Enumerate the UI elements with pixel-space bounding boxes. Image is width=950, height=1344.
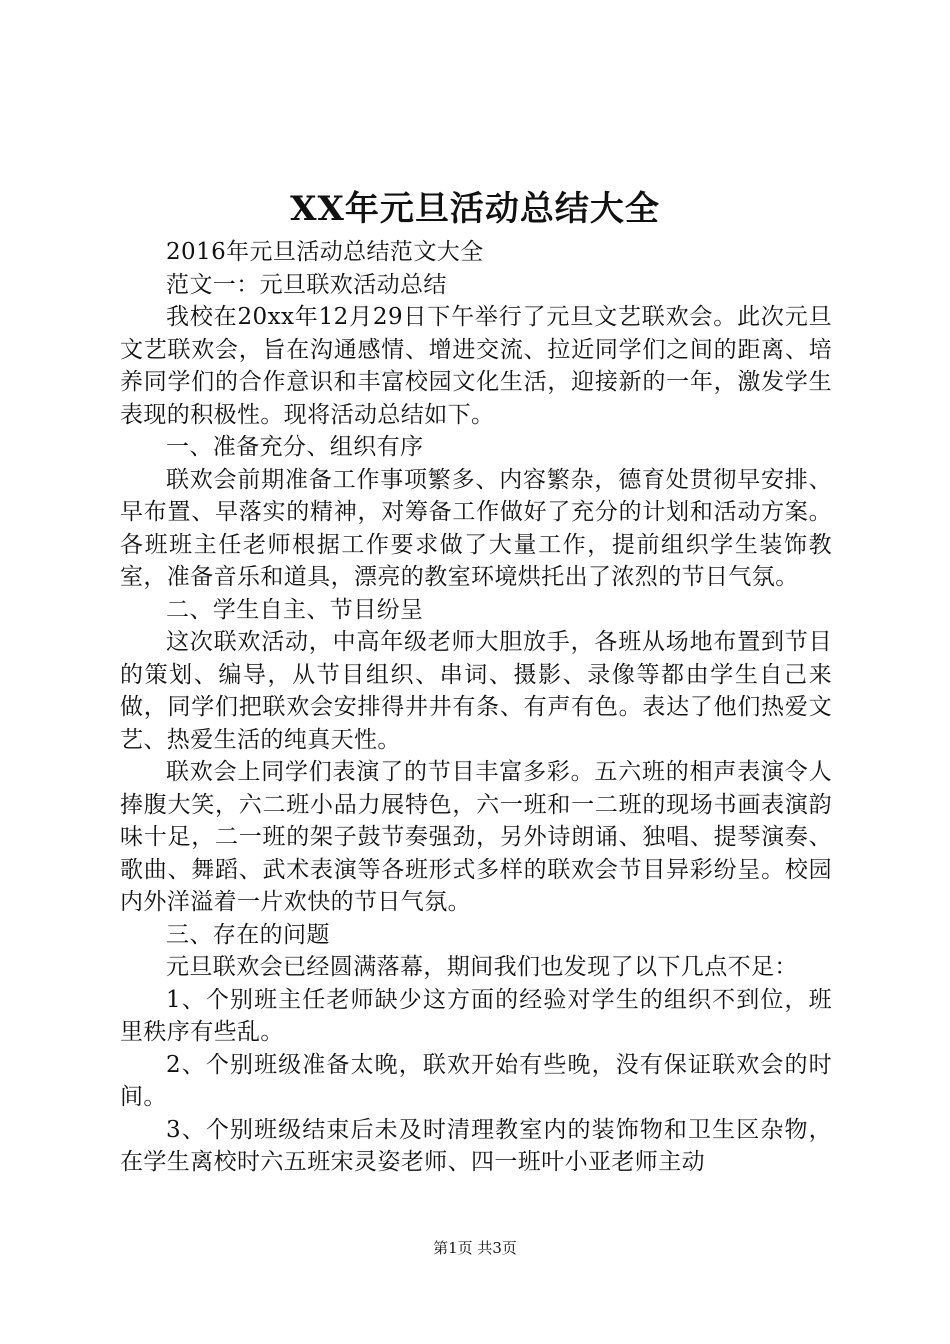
section-heading: 一、准备充分、组织有序 <box>166 434 424 460</box>
paragraph: 元旦联欢会已经圆满落幕，期间我们也发现了以下几点不足： <box>166 954 798 980</box>
paragraph: 范文一：元旦联欢活动总结 <box>166 271 447 298</box>
section-heading: 三、存在的问题 <box>166 921 330 948</box>
list-item: 3、个别班级结束后未及时清理教室内的装饰物和卫生区杂物，在学生离校时六五班宋灵姿老师、四一班叶小亚老师主动 <box>120 1116 832 1175</box>
paragraph: 这次联欢活动，中高年级老师大胆放手，各班从场地布置到节目的策划、编导，从节目组织、串词、摄影、录像等都由学生自己来做，同学们把联欢会安排得井井有条、有声有色。表达了他们热爱文艺、热爱生活的纯真天性。 <box>120 629 832 753</box>
paragraph: 2016年元旦活动总结范文大全 <box>166 239 484 265</box>
list-item: 1、个别班主任老师缺少这方面的经验对学生的组织不到位，班里秩序有些乱。 <box>120 986 832 1045</box>
paragraph: 我校在20xx年12月29日下午举行了元旦文艺联欢会。此次元旦文艺联欢会，旨在沟通感情、增进交流、拉近同学们之间的距离、培养同学们的合作意识和丰富校园文化生活，迎接新的一年，激发学生表现的积极性。现将活动总结如下。 <box>120 304 832 428</box>
document-title: XX年元旦活动总结大全 <box>290 189 660 229</box>
paragraph: 联欢会上同学们表演了的节目丰富多彩。五六班的相声表演令人捧腹大笑，六二班小品力展特色，六一班和一二班的现场书画表演韵味十足，二一班的架子鼓节奏强劲，另外诗朗诵、独唱、提琴演奏、歌曲、舞蹈、武术表演等各班形式多样的联欢会节目异彩纷呈。校园内外洋溢着一片欢快的节日气氛。 <box>120 759 832 915</box>
document-body <box>120 236 832 1179</box>
page-footer: 第1页 共3页 <box>433 1239 517 1257</box>
section-heading: 二、学生自主、节目纷呈 <box>166 596 424 623</box>
paragraph: 联欢会前期准备工作事项繁多、内容繁杂，德育处贯彻早安排、早布置、早落实的精神，对筹备工作做好了充分的计划和活动方案。各班班主任老师根据工作要求做了大量工作，提前组织学生装饰教室，准备音乐和道具，漂亮的教室环境烘托出了浓烈的节日气氛。 <box>120 466 832 590</box>
list-item: 2、个别班级准备太晚，联欢开始有些晚，没有保证联欢会的时间。 <box>120 1051 832 1110</box>
